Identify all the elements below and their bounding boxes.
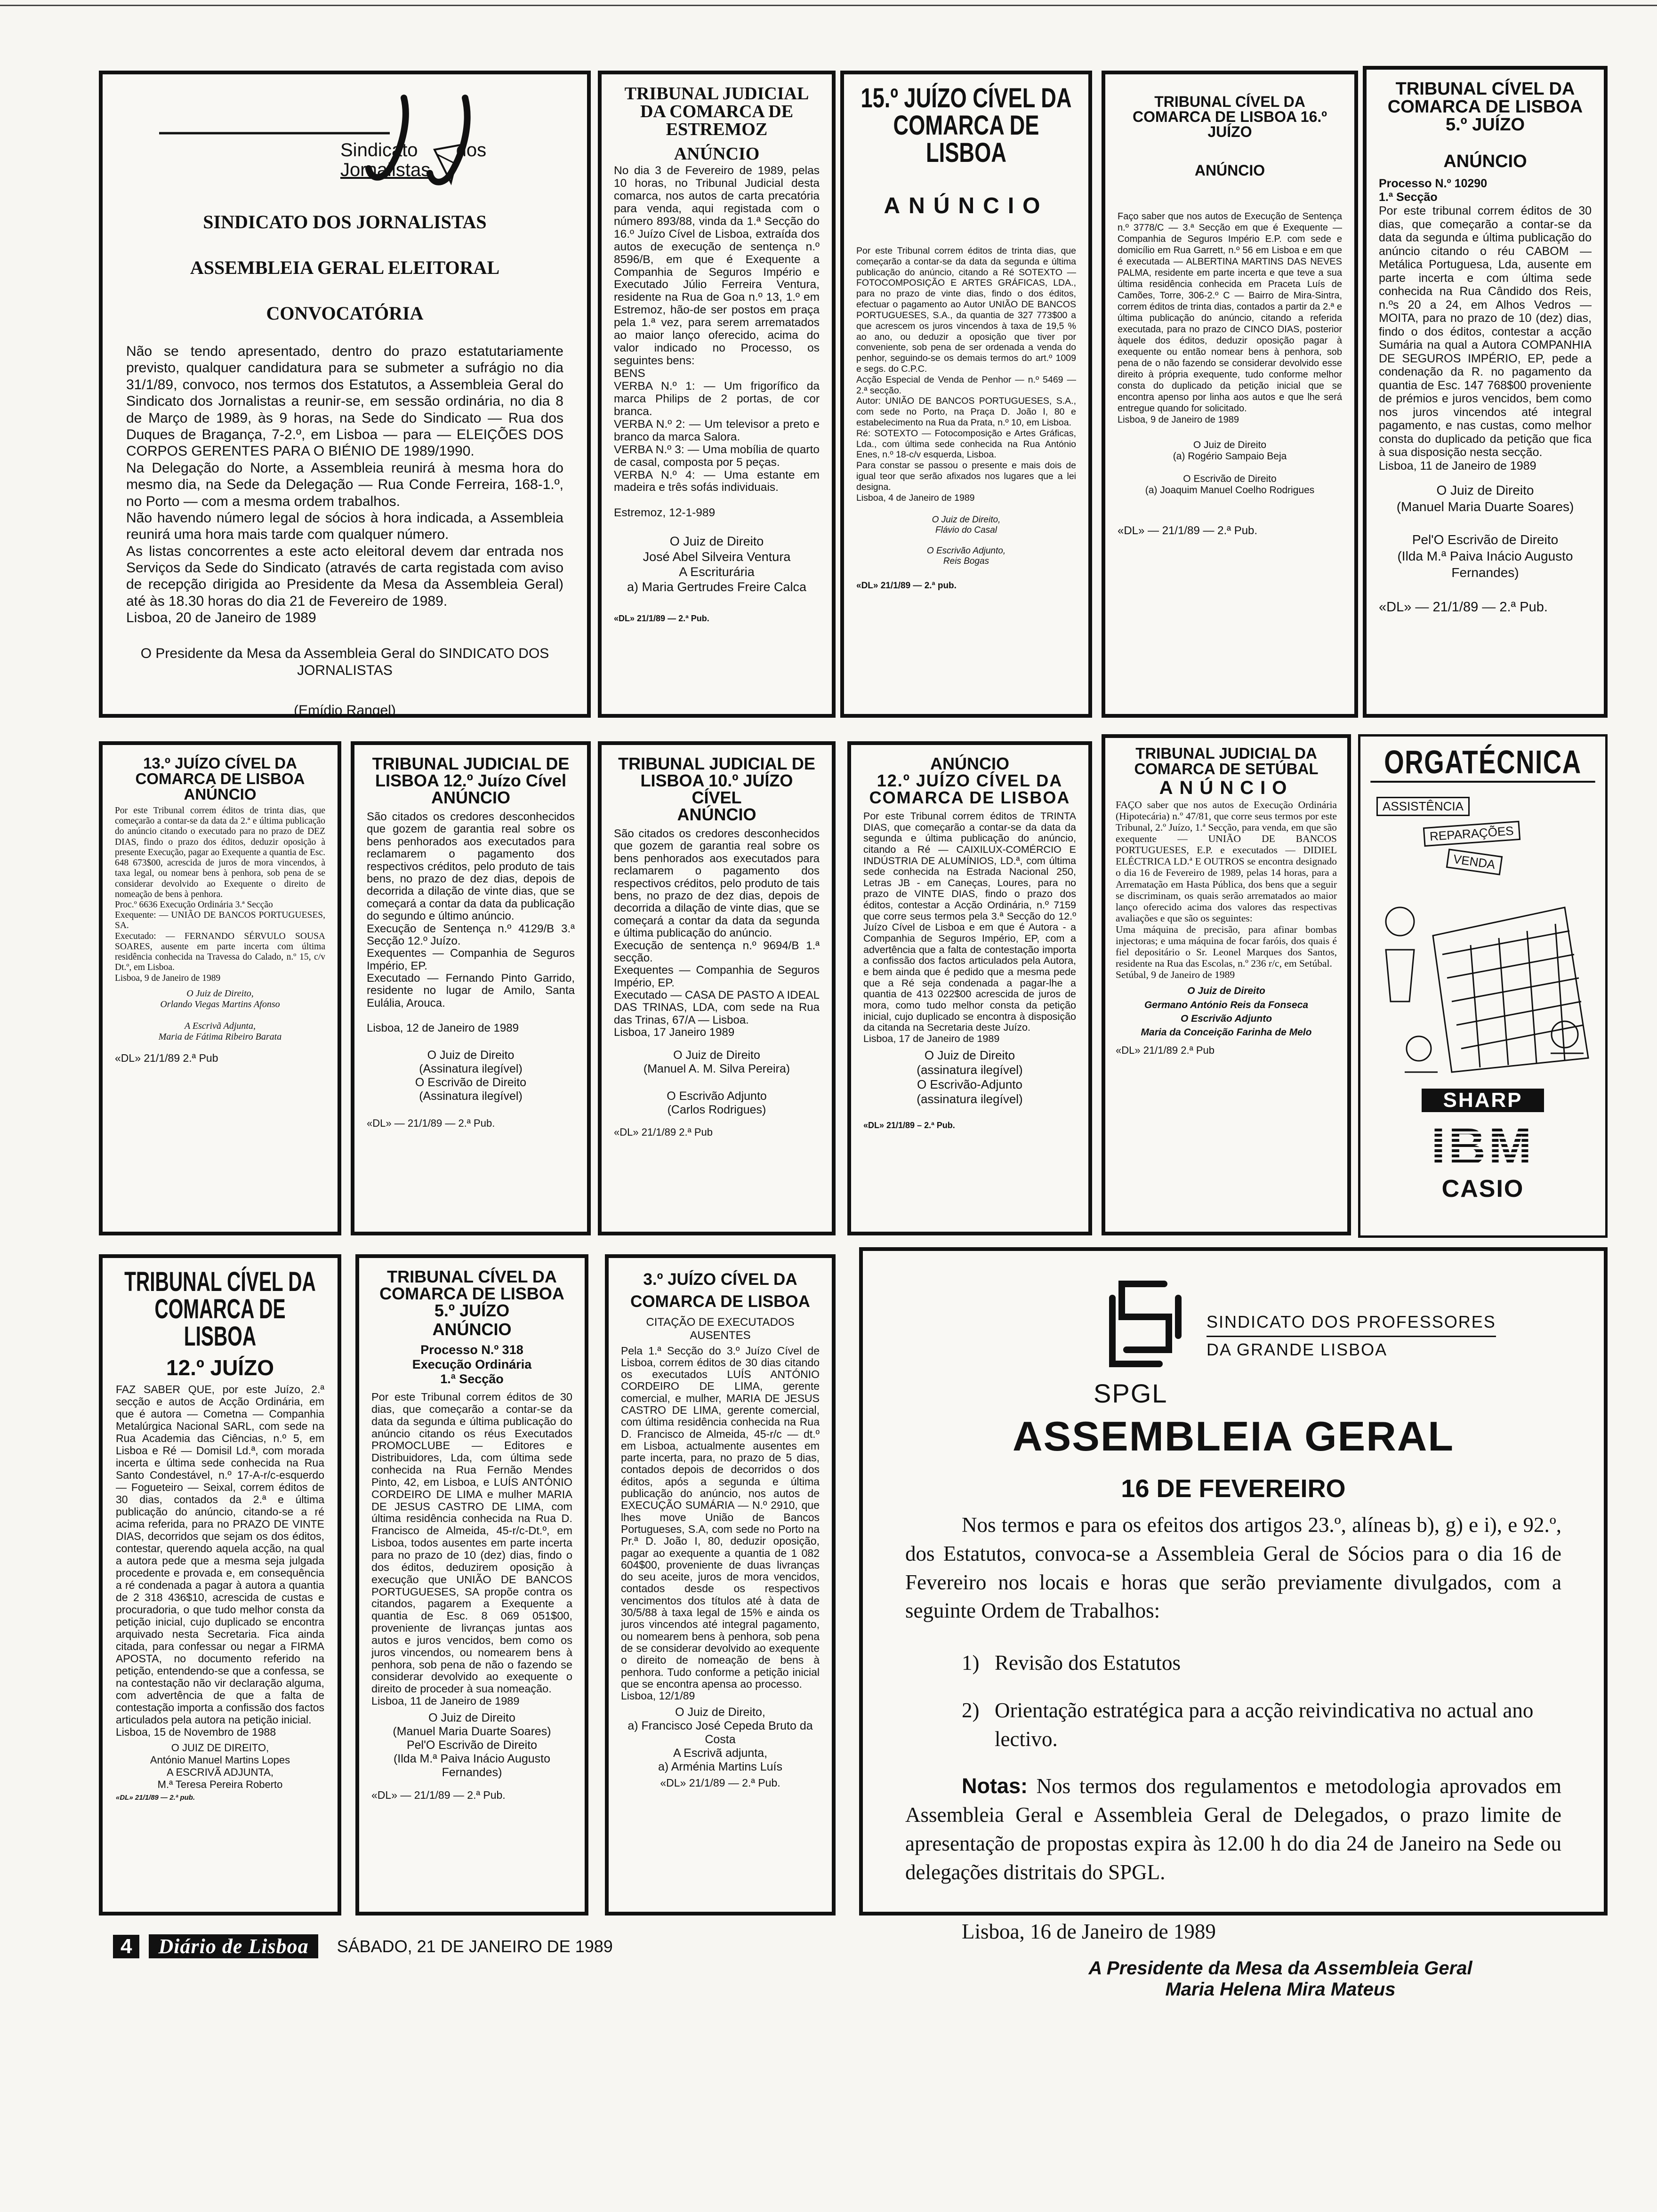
spgl-place-date: Lisboa, 16 de Janeiro de 1989 <box>962 1920 1216 1944</box>
sharp-logo: SHARP <box>1422 1089 1544 1112</box>
juizo12a-notice <box>351 741 591 1235</box>
sj-heading: CONVOCATÓRIA <box>266 303 424 324</box>
civel5b-process: Processo N.º 318 Execução Ordinária 1.ª Secção <box>412 1343 532 1386</box>
ibm-logo: IBM <box>1367 1123 1599 1170</box>
estremoz-body: No dia 3 de Fevereiro de 1989, pelas 10 horas, no Tribunal Judicial desta comarca, nos autos de carta precatória para venda, aqui registada com o número 893/88, vinda da 1.ª Secção do 16.º Juízo Cível de Lisboa, extraída dos autos de execução de sentença n.º 8596/B, em que é Exequente a Companhia de Seguros Império e Executado Júlio Ferreira Ventura, residente na Rua de Goa n.º 13, 1.º em Estremoz, hão-de ser postos em praça pela 1.ª vez, para serem arrematados ao maior lanço oferecido, acima do valor indicado no Processo, os seguintes bens: BENS VERBA N.º 1: — Um frigorífico da marca Philips de 2 portas, de cor branca. VERBA N.º 2: — Um televisor a preto e branco da marca Salora. VERBA N.º 3: — Uma mobília de quarto de casal, composta por 5 peças. VERBA N.º 4: — Uma estante em madeira e três sofás individuais. Estremoz, 12-1-989 <box>614 164 820 520</box>
sj-title: SINDICATO DOS JORNALISTAS <box>203 211 487 232</box>
civel5a-heading: ANÚNCIO <box>1443 152 1527 171</box>
spgl-intro: Nos termos e para os efeitos dos artigos 23.º, alíneas b), g) e i), e 92.º, dos Estatutos, convoca-se a Assembleia Geral de Sócios para o dia 16 de Fevereiro nos locais e horas que serão previamente divulgados, com a seguinte Ordem de Trabalhos: <box>905 1513 1561 1623</box>
spgl-agenda-item: 1) Revisão dos Estatutos <box>962 1651 1181 1675</box>
estremoz-pub: «DL» 21/1/89 — 2.ª Pub. <box>614 613 709 623</box>
spgl-acronym: SPGL <box>1094 1378 1168 1408</box>
setubal-heading: ANÚNCIO <box>1159 777 1294 798</box>
civel5b-title: TRIBUNAL CÍVEL DA COMARCA DE LISBOA 5.º JUÍZO <box>379 1267 564 1320</box>
juizo15-body: Por este Tribunal correm éditos de trinta dias, que começarão a contar-se da data da segunda e última publicação do anúncio, citando a Ré SOTEXTO — FOTOCOMPOSIÇÃO E ARTES GRÁFICAS, LDA., para no prazo de vinte dias, findo o dos éditos, efectuar o pagamento ao Autor UNIÃO DE BANCOS PORTUGUESES, S.A., da quantia de 327 773$00 a que acrescem os juros vincendos à taxa de 19,5 % ao ano, ou deduzir a oposição que tiver por conveniente, sob pena de ser ordenada a venda do penhor, seguindo-se os demais termos do art.º 1009 e segs. do C.P.C. Acção Especial de Venda de Penhor — n.º 5469 — 2.ª secção. Autor: UNIÃO DE BANCOS PORTUGUESES, S.A., com sede no Porto, na Praça D. João I, 80 e estabelecimento na Rua da Prata, n.º 10, em Lisboa. Ré: SOTEXTO — Fotocomposição e Artes Gráficas, Lda., com última sede conhecida na Rua António Enes, n.º 18-c/v esquerda, Lisboa. Para constar se passou o presente e mais dois de igual teor que serão afixados nos lugares que a lei designa. Lisboa, 4 de Janeiro de 1989 <box>856 246 1076 503</box>
orgatecnica-cartoon <box>1367 879 1600 1077</box>
spgl-notes-text: Nos termos dos regulamentos e metodologia aprovados em Assembleia Geral e Assembleia Geral de Delegados, o prazo limite de apresentação de propostas expira às 12.00 h do dia 24 de Janeiro na Sede ou delegações distritais do SPGL. <box>905 1774 1561 1884</box>
civel12c-pub: «DL» 21/1/89 — 2.ª pub. <box>116 1793 195 1802</box>
juizo10-pub: «DL» 21/1/89 2.ª Pub <box>614 1126 713 1138</box>
juizo16-heading: ANÚNCIO <box>1194 162 1265 179</box>
estremoz-notice <box>598 71 836 718</box>
juizo12a-heading: ANÚNCIO <box>431 788 510 807</box>
sj-name: (Emídio Rangel) <box>294 702 396 718</box>
sj-logo-line3: Jornalistas <box>340 160 431 180</box>
civel5b-signature: O Juiz de Direito (Manuel Maria Duarte Soares) Pel'O Escrivão de Direito (Ilda M.ª Paiva Inácio Augusto Fernandes) <box>393 1711 551 1779</box>
civel5a-notice <box>1363 66 1608 718</box>
juizo3-notice <box>605 1254 836 1915</box>
civel5a-pub: «DL» — 21/1/89 — 2.ª Pub. <box>1379 600 1548 615</box>
juizo12b-title: 12.º JUÍZO CÍVEL DA COMARCA DE LISBOA <box>869 771 1070 807</box>
spgl-date: 16 DE FEVEREIRO <box>1121 1475 1346 1503</box>
spgl-org-line1: SINDICATO DOS PROFESSORES <box>1207 1312 1496 1331</box>
juizo15-signature: O Juiz de Direito, Flávio do Casal O Escrivão Adjunto, Reis Bogas <box>926 514 1006 566</box>
estremoz-title: TRIBUNAL JUDICIAL DA COMARCA DE ESTREMOZ <box>624 84 809 139</box>
juizo13-notice <box>99 741 341 1235</box>
masthead: Diário de Lisboa <box>149 1934 318 1958</box>
juizo16-notice <box>1102 71 1358 718</box>
sj-logo-line2: dos <box>456 140 487 160</box>
juizo10-body: São citados os credores desconhecidos que gozem de garantia real sobre os bens penhorados aos executados para reclamarem o pagamento dos respectivos créditos, pelo produto de tais bens, no prazo de dez dias, depois de decorrida a dilação de vinte dias, que se começará a contar da data da segunda e última publicação do anúncio. Execução de sentença n.º 9694/B 1.ª secção. Exequentes — Companhia de Seguros Império, EP. Executado — CASA DE PASTO A IDEAL DAS TRINAS, LDA, com sede na Rua das Trinas, 67/A — Lisboa. Lisboa, 17 Janeiro 1989 <box>614 827 820 1039</box>
sj-logo <box>126 88 563 197</box>
juizo16-title: TRIBUNAL CÍVEL DA COMARCA DE LISBOA 16.º JUÍZO <box>1133 93 1327 140</box>
spgl-header <box>905 1270 1561 1411</box>
civel5a-title: TRIBUNAL CÍVEL DA COMARCA DE LISBOA 5.º JUÍZO <box>1387 79 1583 135</box>
page-number: 4 <box>113 1935 139 1958</box>
page-footer <box>113 1934 613 1958</box>
juizo13-heading: ANÚNCIO <box>184 785 257 803</box>
spgl-agenda <box>962 1649 1561 1753</box>
juizo12a-body: São citados os credores desconhecidos que gozem de garantia real sobre os bens penhorados aos executados para reclamarem o pagamento dos respectivos créditos, pelo produto de tais bens, no prazo de dez dias, depois de decorrida a dilação de vinte dias, que se começará a contar da data da publicação do segundo e último anúncio. Execução de Sentença n.º 4129/B 3.ª Secção 12.º Juízo. Exequentes — Companhia de Seguros Império, EP. Executado — Fernando Pinto Garrido, residente no lugar de Amilo, Santa Eulália, Arouca. Lisboa, 12 de Janeiro de 1989 <box>367 810 575 1034</box>
orgatecnica-sign-assistencia: ASSISTÊNCIA <box>1376 797 1470 816</box>
spgl-sig2: Maria Helena Mira Mateus <box>1165 1979 1396 2000</box>
estremoz-heading: ANÚNCIO <box>674 144 760 164</box>
sj-body: Não se tendo apresentado, dentro do prazo estatutariamente previsto, qualquer candidatura para se submeter a sufrágio no dia 31/1/89, convoco, nos termos dos Estatutos, a Assembleia Geral do Sindicato dos Jornalistas a reunir-se, em sessão ordinária, no dia 8 de Março de 1989, às 9 horas, na Sede do Sindicato — Rua dos Duques de Bragança, 7-2.º, em Lisboa — para — ELEIÇÕES DOS CORPOS GERENTES PARA O BIÉNIO DE 1989/1990. Na Delegação do Norte, a Assembleia reunirá à mesma hora do mesmo dia, na Sede da Delegação — Rua Conde Ferreira, 168-1.º, no Porto — com a mesma ordem trabalhos. Não havendo número legal de sócios à hora indicada, a Assembleia reunirá uma hora mais tarde com qualquer número. As listas concorrentes a este acto eleitoral devem dar entrada nos Serviços da Sede do Sindicato (através de carta registada com aviso de recepção dirigida ao Presidente da Mesa da Assembleia Geral) até às 18.30 horas do dia 21 de Fevereiro de 1989. Lisboa, 20 de Janeiro de 1989 <box>126 344 563 626</box>
juizo15-pub: «DL» 21/1/89 — 2.ª pub. <box>856 580 957 591</box>
civel5b-notice <box>355 1254 588 1915</box>
juizo12a-signature: O Juiz de Direito (Assinatura ilegível) O Escrivão de Direito (Assinatura ilegível) <box>415 1049 527 1103</box>
juizo3-body: Pela 1.ª Secção do 3.º Juízo Cível de Lisboa, correm éditos de 30 dias citando os executados LUÍS ANTÓNIO CORDEIRO DE LIMA, gerente comercial, e mulher, MARIA DE JESUS CASTRO DE LIMA, gerente comercial, com última residência conhecida na Rua D. Francisco de Almeida, 45-r/c — dt.º em Lisboa, actualmente ausentes em parte incerta, para, no prazo de 5 dias, contados depois de decorridos o dos éditos, após a segunda e última publicação do anúncio, nos autos de EXECUÇÃO SUMÁRIA — N.º 2910, que lhes move União de Bancos Portugueses, S.A, com sede no Porto na Pr.ª D. João I, 80, deduzir oposição, pagar ao exequente a quantia de 1 082 604$00, proveniente de duas livranças do seu aceite, juros de mora vencidos, contados desde os respectivos vencimentos dos títulos até à data de 30/5/88 à taxa legal de 15% e ainda os juros vincendos até integral pagamento, ou nomearem bens à penhora, sob pena de se considerar devolvido ao exequente o direito de nomeação de bens à penhora. Tudo conforme a petição inicial que se encontra apensa ao processo. Lisboa, 12/1/89 <box>621 1344 820 1702</box>
juizo16-body: Faço saber que nos autos de Execução de Sentença n.º 3778/C — 3.ª Secção em que é Exequente — Companhia de Seguros Império E.P. com sede e domicílio em Rua Garrett, n.º 56 em Lisboa e em que é executada — ALBERTINA MARTINS DAS NEVES PALMA, residente em parte incerta e que teve a sua última residência conhecida em Praceta Luís de Camões, Torre, 306-2.º C — Bairro de Mira-Sintra, correm éditos de trinta dias, contados a partir da 2.ª e última publicação do anúncio, citando a referida executada, para no prazo de CINCO DIAS, posterior àquele dos éditos, deduzir oposição pagar à exequente ou então nomear bens à penhora, sob pena de o não fazendo se considerar devolvido esse direito à própria exequente, tudo conforme melhor consta do duplicado da petição inicial que se encontra apenso por linha aos autos e que lhe será entregue quando for solicitado. Lisboa, 9 de Janeiro de 1989 <box>1118 211 1342 425</box>
spgl-notes <box>905 1772 1561 1886</box>
juizo13-title: 13.º JUÍZO CÍVEL DA COMARCA DE LISBOA <box>135 754 305 787</box>
setubal-notice <box>1102 734 1351 1235</box>
juizo12b-pub: «DL» 21/1/89 – 2.ª Pub. <box>863 1121 955 1130</box>
spgl-notes-label: Notas: <box>962 1774 1028 1798</box>
civel12c-notice <box>99 1254 341 1915</box>
estremoz-signature: O Juiz de Direito José Abel Silveira Ventura A Escriturária a) Maria Gertrudes Freire Calca <box>627 534 807 594</box>
juizo10-notice <box>598 741 836 1235</box>
spgl-title: ASSEMBLEIA GERAL <box>1012 1413 1455 1459</box>
sj-signature: O Presidente da Mesa da Assembleia Geral do SINDICATO DOS JORNALISTAS <box>140 645 549 678</box>
juizo10-signature: O Juiz de Direito (Manuel A. M. Silva Pereira) O Escrivão Adjunto (Carlos Rodrigues) <box>643 1048 790 1116</box>
spgl-notice <box>859 1247 1608 2000</box>
juizo13-pub: «DL» 21/1/89 2.ª Pub <box>115 1051 218 1064</box>
sj-subtitle: ASSEMBLEIA GERAL ELEITORAL <box>190 257 500 278</box>
civel5a-process: Processo N.º 10290 1.ª Secção <box>1379 177 1488 204</box>
civel12c-body: FAZ SABER QUE, por este Juízo, 2.ª secção e autos de Acção Ordinária, em que é autora — Cometna — Companhia Metalúrgica Nacional SARL, com sede na Rua Academia das Ciências, n.º 5, em Lisboa e Ré — Domisil Ld.ª, com morada incerta e última sede conhecida na Rua Santo Condestável, n.º 17-A-r/c-esquerdo — Fogueteiro — Seixal, correm éditos de 30 dias, contados da 2.ª e última publicação do anúncio, citando-se a ré acima referida, para no PRAZO DE VINTE DIAS, decorridos que sejam os dos éditos, contestar, querendo aquela acção, na qual a autora pede que a mesma seja julgada procedente e provada e, em consequência a ré condenada a pagar à autora a quantia de 2 318 436$10, acrescida de custas e procuradoria, o que tudo melhor consta da petição inicial, cujo duplicado se encontra arquivado nesta Secretaria. Fica ainda citada, para confessar ou negar a FIRMA APOSTA, no documento referido na petição, entendendo-se que a confessa, se na contestação não vir declaração alguma, com advertência de que a falta de contestação importa a confissão dos factos articulados pela autora na petição inicial. Lisboa, 15 de Novembro de 1988 <box>116 1383 324 1738</box>
juizo3-subtitle: CITAÇÃO DE EXECUTADOS AUSENTES <box>646 1315 795 1342</box>
setubal-pub: «DL» 21/1/89 2.ª Pub <box>1116 1044 1215 1056</box>
juizo10-heading: ANÚNCIO <box>677 805 756 824</box>
civel12c-signature: O JUIZ DE DIREITO, António Manuel Martins Lopes A ESCRIVÃ ADJUNTA, M.ª Teresa Pereira Roberto <box>150 1741 290 1790</box>
juizo10-title: TRIBUNAL JUDICIAL DE LISBOA 10.º JUÍZO CÍVEL <box>618 754 815 807</box>
civel5b-body: Por este Tribunal correm éditos de 30 dias, que começarão a contar-se da data da segunda e última publicação do anúncio citando os réus Executados PROMOCLUBE — Editores e Distribuidores, Lda, com última sede conhecida na Rua Fernão Mendes Pinto, 42, em Lisboa, e LUÍS ANTÓNIO CORDEIRO DE LIMA e mulher MARIA DE JESUS CASTRO DE LIMA, com última residência conhecida na Rua D. Francisco de Almeida, 45-r/c-Dt.º, em Lisboa, todos ausentes em parte incerta para no prazo de 10 (dez) dias, findo o dos éditos, deduzirem oposição à execução que UNIÃO DE BANCOS PORTUGUESES, SA propõe contra os citandos, pagarem a Exequente a quantia de Esc. 8 069 051$00, proveniente de livranças juntas aos autos e juros vencidos, bem como os juros vincendos, ou nomearem bens à penhora, sob pena de não o fazendo se considerar devolvido ao exequente o direito de proceder à sua nomeação. Lisboa, 11 de Janeiro de 1989 <box>371 1391 572 1707</box>
civel12c-title: TRIBUNAL CÍVEL DA COMARCA DE LISBOA <box>124 1266 316 1352</box>
juizo13-body: Por este Tribunal correm éditos de trinta dias, que começarão a contar-se da data da 2.ª e última publicação do anúncio citando o executado para no prazo de DEZ DIAS, findo o prazo dos éditos, deduzir oposição à presente Execução, pagar ao Exequente a quantia de Esc. 648 673$00, acrescida de juros de mora vincendos, à taxa legal, ou nomear bens à penhora, sob pena de se considerar devolvido ao Exequente o direito de nomeação de bens à penhora. Proc.º 6636 Execução Ordinária 3.ª Secção Exequente: — UNIÃO DE BANCOS PORTUGUESES, SA. Executado: — FERNANDO SÉRVULO SOUSA SOARES, ausente em parte incerta com última residência conhecida na Travessa do Calado, n.º 15, c/v Dt.º, em Lisboa. Lisboa, 9 de Janeiro de 1989 <box>115 806 325 983</box>
juizo15-title: 15.º JUÍZO CÍVEL DA COMARCA DE LISBOA <box>861 83 1072 168</box>
juizo3-signature: O Juiz de Direito, a) Francisco José Cepeda Bruto da Costa A Escrivã adjunta, a) Arménia Martins Luís <box>627 1706 813 1774</box>
juizo12b-signature: O Juiz de Direito (assinatura ilegível) O Escrivão-Adjunto (assinatura ilegível) <box>917 1048 1023 1106</box>
orgatecnica-brand: ORGATÉCNICA <box>1370 743 1595 783</box>
orgatecnica-sign-reparacoes: REPARAÇÕES <box>1423 821 1520 847</box>
civel5b-heading: ANÚNCIO <box>432 1320 512 1339</box>
juizo12b-heading: ANÚNCIO <box>930 754 1009 773</box>
orgatecnica-sign-venda: VENDA <box>1446 849 1503 875</box>
juizo12b-notice <box>847 741 1092 1235</box>
civel5a-body: Por este tribunal correm éditos de 30 dias, que começarão a contar-se da data da segunda e última publicação do anúncio citando o réu CABOM — Metálica Portuguesa, Lda, ausente em parte incerta e com última sede conhecida na Rua Cândido dos Reis, n.ºs 20 a 24, em Alhos Vedros — MOITA, para no prazo de 10 (dez) dias, findo o dos éditos, contestar a acção Sumária na qual a Autora COMPANHIA DE SEGUROS IMPÉRIO, EP, pede a condenação da R. no pagamento da quantia de Esc. 147 768$00 proveniente de prémios e juros vencidos, bem como nos juros vincendos até integral pagamento, e nas custas, como melhor consta do duplicado da petição que fica à sua disposição nesta secção. Lisboa, 11 de Janeiro de 1989 <box>1379 204 1592 473</box>
juizo15-notice <box>840 71 1092 718</box>
juizo16-pub: «DL» — 21/1/89 — 2.ª Pub. <box>1118 524 1258 537</box>
setubal-body: FAÇO saber que nos autos de Execução Ordinária (Hipotecária) n.º 47/81, que corre seus termos por este Tribunal, 2.º Juízo, 1.ª Secção, para venda, em que são exequente — UNIÃO DE BANCOS PORTUGUESES, E.P. e executados — DIDIEL ELÉCTRICA LD.ª E OUTROS se encontra designado o dia 16 de Fevereiro de 1989, pelas 14 horas, para a Arrematação em Hasta Pública, dos bens que a seguir se discriminam, os quais serão arrematados ao maior lanço oferecido acima dos valores das respectivas avaliações e que são os seguintes: Uma máquina de precisão, para afinar bombas injectoras; e uma máquina de focar faróis, dos quais é fiel depositário o Sr. Leonel Marques dos Santos, residente na Rua das Escolas, n.º 236 r/c, em Setúbal. Setúbal, 9 de Janeiro de 1989 <box>1116 799 1337 981</box>
footer-date: SÁBADO, 21 DE JANEIRO DE 1989 <box>337 1936 613 1956</box>
civel12c-juizo: 12.º JUÍZO <box>166 1355 274 1380</box>
spgl-logo-mark <box>1094 1270 1197 1373</box>
juizo15-heading: ANÚNCIO <box>884 193 1049 218</box>
page-top-rule <box>0 0 1657 6</box>
civel5a-signature: O Juiz de Direito (Manuel Maria Duarte Soares) Pel'O Escrivão de Direito (Ilda M.ª Paiva Inácio Augusto Fernandes) <box>1396 483 1574 580</box>
civel5b-pub: «DL» — 21/1/89 — 2.ª Pub. <box>371 1788 506 1801</box>
sj-logo-line1: Sindicato <box>340 140 418 160</box>
casio-logo: CASIO <box>1441 1175 1524 1202</box>
juizo12a-title: TRIBUNAL JUDICIAL DE LISBOA 12.º Juízo Cível <box>372 754 570 790</box>
juizo3-pub: «DL» 21/1/89 — 2.ª Pub. <box>660 1777 780 1789</box>
spgl-org-line2: DA GRANDE LISBOA <box>1207 1336 1496 1360</box>
juizo16-signature: O Juiz de Direito (a) Rogério Sampaio Beja O Escrivão de Direito (a) Joaquim Manuel Coelho Rodrigues <box>1145 440 1315 496</box>
juizo3-title: 3.º JUÍZO CÍVEL DA COMARCA DE LISBOA <box>630 1270 810 1311</box>
juizo12a-pub: «DL» — 21/1/89 — 2.ª Pub. <box>367 1117 495 1130</box>
orgatecnica-ad <box>1358 734 1608 1238</box>
spgl-sig1: A Presidente da Mesa da Assembleia Geral <box>1088 1958 1472 1979</box>
juizo13-signature: O Juiz de Direito, Orlando Viegas Martins Afonso A Escrivã Adjunta, Maria de Fátima Ribeiro Barata <box>158 988 282 1042</box>
juizo12b-body: Por este Tribunal correm éditos de TRINTA DIAS, que começarão a contar-se da data da segunda e última publicação do anúncio, citando a Ré — CAIXILUX-COMÉRCIO E INDÚSTRIA DE ALUMÍNIOS, LD.ª, com última sede conhecida na Estrada Nacional 250, Letras JB - em Caneças, Loures, para no prazo de VINTE DIAS, findo o prazo dos éditos, contestar a Acção Ordinária, n.º 7159 que corre seus termos pela 3.ª Secção do 12.º Juízo Cível de Lisboa e em que é Autora - a Companhia de Seguros Império, EP, com a advertência que a falta de contestação importa a confissão dos factos articulados pela Autora, e bem ainda que é pedido que a mesma pede que a Ré seja condenada a pagar-lhe a quantia de 413 022$00 acrescida de juros de mora, como tudo melhor consta da petição inicial, cujo duplicado se encontra à disposição da citanda na Secretaria deste Juízo. Lisboa, 17 de Janeiro de 1989 <box>863 810 1076 1044</box>
sj-notice <box>99 71 591 718</box>
spgl-agenda-item: 2) Orientação estratégica para a acção reivindicativa no actual ano lectivo. <box>962 1698 1534 1751</box>
setubal-title: TRIBUNAL JUDICIAL DA COMARCA DE SETÚBAL <box>1134 745 1319 777</box>
setubal-signature: O Juiz de Direito Germano António Reis da Fonseca O Escrivão Adjunto Maria da Conceição Farinha de Melo <box>1141 986 1312 1038</box>
